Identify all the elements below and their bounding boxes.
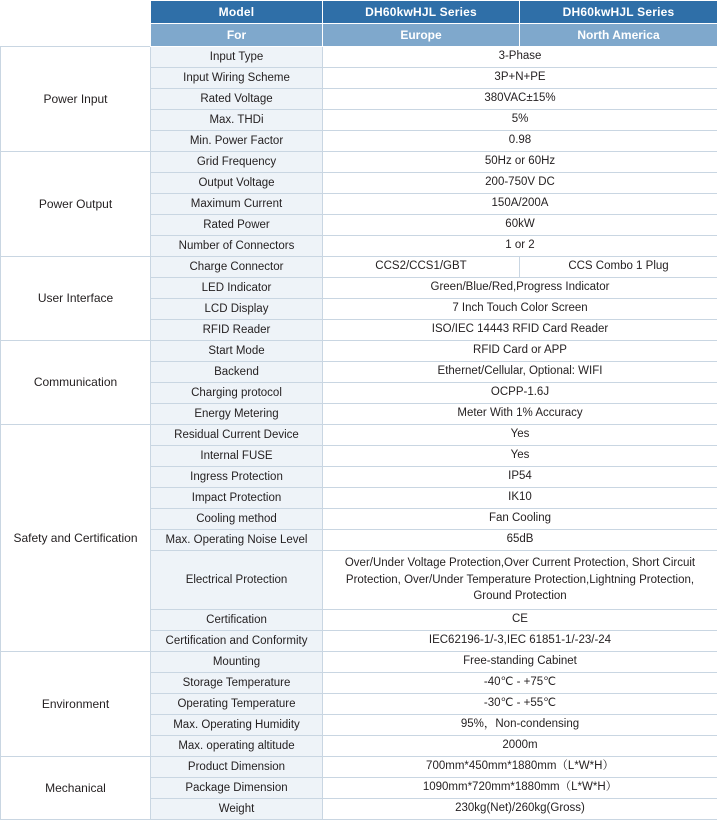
parameter-value: Free-standing Cabinet bbox=[323, 652, 717, 673]
table-row bbox=[1, 47, 717, 68]
parameter-label: Max. Operating Noise Level bbox=[151, 530, 323, 551]
table-row bbox=[1, 257, 717, 278]
parameter-value: 200-750V DC bbox=[323, 173, 717, 194]
parameter-label: Impact Protection bbox=[151, 488, 323, 509]
group-label: User Interface bbox=[1, 257, 151, 341]
parameter-label: Cooling method bbox=[151, 509, 323, 530]
parameter-label: Operating Temperature bbox=[151, 694, 323, 715]
parameter-label: Electrical Protection bbox=[151, 551, 323, 610]
parameter-label: LED Indicator bbox=[151, 278, 323, 299]
parameter-value: 700mm*450mm*1880mm（L*W*H） bbox=[323, 757, 717, 778]
header-region-north-america: North America bbox=[520, 24, 717, 47]
parameter-label: Residual Current Device bbox=[151, 425, 323, 446]
header-row-for bbox=[1, 24, 717, 47]
table-row bbox=[1, 341, 717, 362]
parameter-label: Charging protocol bbox=[151, 383, 323, 404]
parameter-value: 1090mm*720mm*1880mm（L*W*H） bbox=[323, 778, 717, 799]
group-label: Power Input bbox=[1, 47, 151, 152]
table-row bbox=[1, 425, 717, 446]
table-row bbox=[1, 757, 717, 778]
parameter-value: 3P+N+PE bbox=[323, 68, 717, 89]
header-for-label: For bbox=[151, 24, 323, 47]
parameter-value: IP54 bbox=[323, 467, 717, 488]
parameter-value: 95%，Non-condensing bbox=[323, 715, 717, 736]
parameter-value: IEC62196-1/-3,IEC 61851-1/-23/-24 bbox=[323, 631, 717, 652]
parameter-label: RFID Reader bbox=[151, 320, 323, 341]
parameter-value: 3-Phase bbox=[323, 47, 717, 68]
group-label: Safety and Certification bbox=[1, 425, 151, 652]
parameter-label: Certification bbox=[151, 610, 323, 631]
parameter-label: Max. THDi bbox=[151, 110, 323, 131]
parameter-label: Min. Power Factor bbox=[151, 131, 323, 152]
parameter-label: Number of Connectors bbox=[151, 236, 323, 257]
parameter-label: Input Wiring Scheme bbox=[151, 68, 323, 89]
parameter-label: Input Type bbox=[151, 47, 323, 68]
parameter-label: Certification and Conformity bbox=[151, 631, 323, 652]
parameter-label: LCD Display bbox=[151, 299, 323, 320]
parameter-label: Package Dimension bbox=[151, 778, 323, 799]
parameter-value: Over/Under Voltage Protection,Over Current Protection, Short Circuit Protection, Over/Under Temperature Protection,Lightning Protection, Ground Protection bbox=[323, 551, 717, 610]
parameter-value: OCPP-1.6J bbox=[323, 383, 717, 404]
table-row bbox=[1, 652, 717, 673]
parameter-value: -40℃ - +75℃ bbox=[323, 673, 717, 694]
parameter-value: 2000m bbox=[323, 736, 717, 757]
parameter-value: Green/Blue/Red,Progress Indicator bbox=[323, 278, 717, 299]
parameter-value: 60kW bbox=[323, 215, 717, 236]
parameter-label: Rated Voltage bbox=[151, 89, 323, 110]
group-label: Mechanical bbox=[1, 757, 151, 820]
table-header bbox=[1, 1, 717, 47]
table-body bbox=[1, 47, 717, 820]
parameter-label: Max. operating altitude bbox=[151, 736, 323, 757]
parameter-value: RFID Card or APP bbox=[323, 341, 717, 362]
group-label: Power Output bbox=[1, 152, 151, 257]
header-blank-cell bbox=[1, 1, 151, 24]
header-region-europe: Europe bbox=[323, 24, 520, 47]
parameter-label: Storage Temperature bbox=[151, 673, 323, 694]
parameter-label: Internal FUSE bbox=[151, 446, 323, 467]
parameter-label: Grid Frequency bbox=[151, 152, 323, 173]
parameter-label: Rated Power bbox=[151, 215, 323, 236]
parameter-label: Max. Operating Humidity bbox=[151, 715, 323, 736]
parameter-value: IK10 bbox=[323, 488, 717, 509]
parameter-value: 7 Inch Touch Color Screen bbox=[323, 299, 717, 320]
parameter-label: Start Mode bbox=[151, 341, 323, 362]
parameter-value: 50Hz or 60Hz bbox=[323, 152, 717, 173]
parameter-value: CE bbox=[323, 610, 717, 631]
header-model-label: Model bbox=[151, 1, 323, 24]
parameter-label: Charge Connector bbox=[151, 257, 323, 278]
parameter-value: -30℃ - +55℃ bbox=[323, 694, 717, 715]
parameter-value: ISO/IEC 14443 RFID Card Reader bbox=[323, 320, 717, 341]
parameter-value-north-america: CCS Combo 1 Plug bbox=[520, 257, 717, 278]
header-blank-cell-2 bbox=[1, 24, 151, 47]
parameter-value: 230kg(Net)/260kg(Gross) bbox=[323, 799, 717, 820]
parameter-label: Maximum Current bbox=[151, 194, 323, 215]
parameter-value: 150A/200A bbox=[323, 194, 717, 215]
parameter-label: Backend bbox=[151, 362, 323, 383]
parameter-value: 5% bbox=[323, 110, 717, 131]
parameter-value-europe: CCS2/CCS1/GBT bbox=[323, 257, 520, 278]
parameter-label: Mounting bbox=[151, 652, 323, 673]
parameter-value: Yes bbox=[323, 425, 717, 446]
table-row bbox=[1, 152, 717, 173]
group-label: Environment bbox=[1, 652, 151, 757]
parameter-value: Ethernet/Cellular, Optional: WIFI bbox=[323, 362, 717, 383]
parameter-label: Energy Metering bbox=[151, 404, 323, 425]
parameter-value: 1 or 2 bbox=[323, 236, 717, 257]
parameter-value: Meter With 1% Accuracy bbox=[323, 404, 717, 425]
parameter-value: 0.98 bbox=[323, 131, 717, 152]
parameter-value: Fan Cooling bbox=[323, 509, 717, 530]
parameter-label: Ingress Protection bbox=[151, 467, 323, 488]
parameter-label: Product Dimension bbox=[151, 757, 323, 778]
parameter-value: 380VAC±15% bbox=[323, 89, 717, 110]
header-model-europe: DH60kwHJL Series bbox=[323, 1, 520, 24]
header-row-model bbox=[1, 1, 717, 24]
header-model-north-america: DH60kwHJL Series bbox=[520, 1, 717, 24]
parameter-value: Yes bbox=[323, 446, 717, 467]
parameter-value: 65dB bbox=[323, 530, 717, 551]
parameter-label: Weight bbox=[151, 799, 323, 820]
group-label: Communication bbox=[1, 341, 151, 425]
parameter-label: Output Voltage bbox=[151, 173, 323, 194]
